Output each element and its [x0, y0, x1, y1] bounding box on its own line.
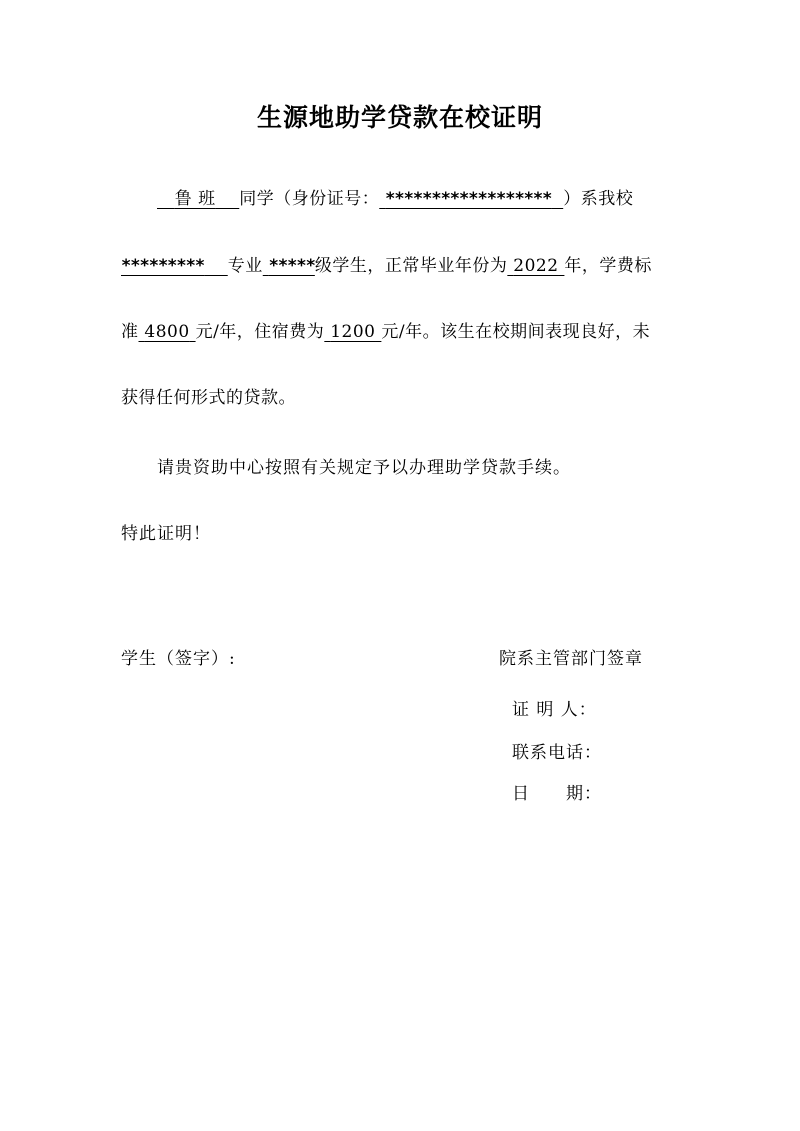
- body-line-3: [121, 320, 681, 344]
- graduation-year: 2022: [513, 256, 559, 276]
- school-suffix: ）系我校: [563, 189, 634, 209]
- major-label: 专业: [227, 256, 263, 276]
- grade-label: 级学生，正常毕业年份为: [314, 256, 508, 276]
- student-name: 鲁 班: [174, 189, 216, 209]
- student-signature-label: 学生（签字）:: [121, 649, 236, 669]
- fee-prefix: 准: [121, 322, 139, 342]
- per-year-label-1: 元/年，住宿费为: [195, 322, 325, 342]
- classmate-label: 同学（身份证号：: [239, 189, 380, 209]
- per-year-label-2: 元/年。该生在校期间表现良好，未: [381, 322, 651, 342]
- phone-label: 联系电话：: [512, 743, 602, 763]
- lodging-value: 1200: [330, 322, 376, 342]
- request-paragraph: 请贵资助中心按照有关规定予以办理助学贷款手续。: [157, 458, 571, 478]
- fee-label: 年，学费标: [564, 256, 652, 276]
- body-line-2: [121, 254, 681, 278]
- major-value: *********: [121, 256, 205, 276]
- document-title: 生源地助学贷款在校证明: [256, 103, 543, 132]
- no-loan-statement: 获得任何形式的贷款。: [121, 388, 296, 408]
- certifier-label: 证 明 人：: [512, 700, 597, 720]
- body-line-1: [121, 187, 681, 211]
- department-seal-label: 院系主管部门签章: [499, 649, 643, 669]
- grade-value: *****: [268, 256, 315, 276]
- id-number: ******************: [385, 189, 552, 209]
- body-line-4: [121, 386, 681, 410]
- closing-text: 特此证明！: [121, 524, 211, 544]
- date-label: 日 期：: [512, 784, 602, 804]
- tuition-value: 4800: [144, 322, 190, 342]
